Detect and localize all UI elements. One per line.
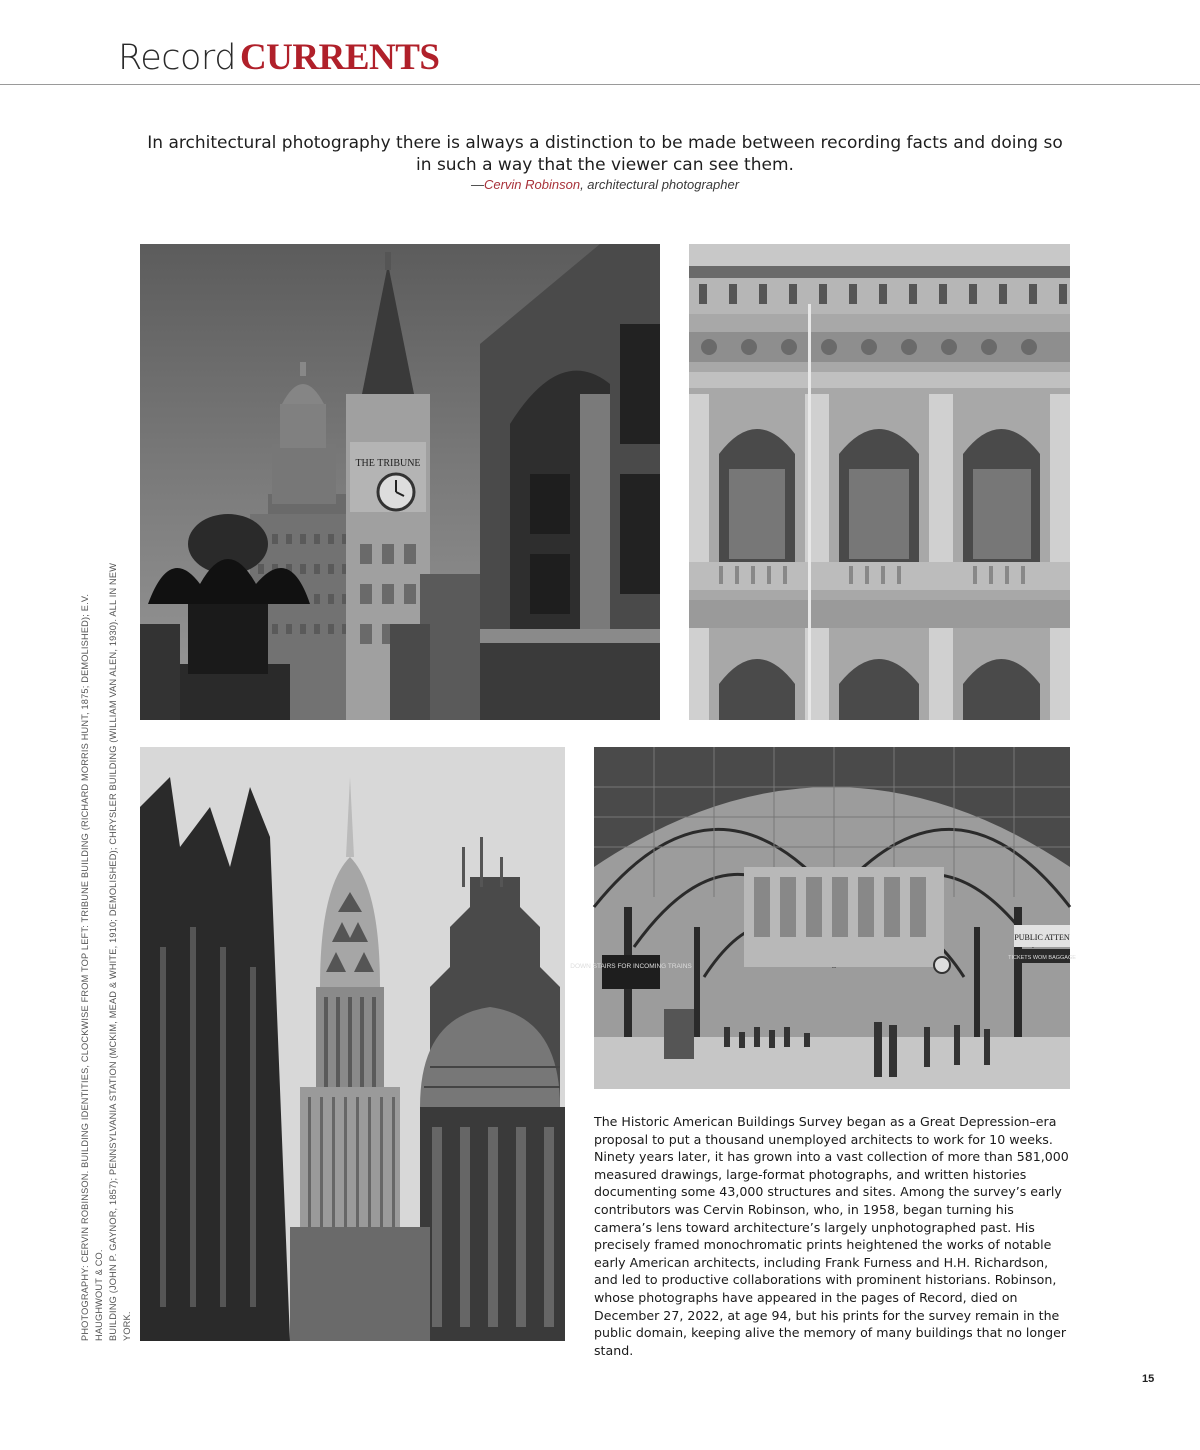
body-paragraph: The Historic American Buildings Survey began as a Great Depression–era proposal to put a thousand unemployed architects to work for 10 weeks. Ninety years later, it has grown into a vast collection of more than 581,000 measured drawings, large-format photographs, and written histories documenting some 43,000 structures and sites. Among the survey’s early contributors was Cervin Robinson, who, in 1958, began turning his camera’s lens toward architecture’s largely unphotographed past. His precisely framed monochromatic prints heightened the works of notable early American architects, including Frank Furness and H.H. Richardson, and led to productive collaborations with prominent historians. Robinson, whose photographs have appeared in the pages of Record, died on December 27, 2022, at age 94, but his prints for the survey remain in the public domain, keeping alive the memory of many buildings that no longer stand.	[594, 1114, 1069, 1358]
photo-credit	[78, 541, 134, 1341]
photo-tribune-building	[140, 244, 660, 720]
tribune-sign: THE TRIBUNE	[355, 458, 421, 469]
pull-quote: In architectural photography there is always a distinction to be made between recording facts and doing so in such a way that the viewer can see them.	[147, 133, 1063, 175]
tickets-sign: TICKETS WOM BAGGAGE	[1008, 955, 1076, 961]
incoming-trains-sign: DOWN STAIRS FOR INCOMING TRAINS	[570, 963, 692, 970]
header-rule	[0, 84, 1200, 85]
masthead	[118, 36, 439, 84]
photo-pennsylvania-station	[570, 747, 1076, 1089]
masthead-currents: CURRENTS	[239, 37, 440, 78]
photo-credit-line-1: PHOTOGRAPHY: CERVIN ROBINSON. BUILDING IDENTITIES, CLOCKWISE FROM TOP LEFT: TRIBUNE BUILDING (RICHARD MORRIS HUNT, 1875; DEMOLISHED); E.V. HAUGHWOUT & CO.	[80, 593, 104, 1341]
attribution-author: Cervin Robinson	[483, 177, 581, 192]
masthead-record: Record	[118, 38, 236, 78]
page-number: 15	[1142, 1373, 1155, 1385]
public-sign: PUBLIC ATTEN	[1014, 933, 1070, 942]
photo-haughwout-building	[689, 244, 1070, 720]
attribution-role: , architectural photographer	[580, 177, 740, 192]
photo-credit-line-2: BUILDING (JOHN P. GAYNOR, 1857); PENNSYLVANIA STATION (MCKIM, MEAD & WHITE, 1910; DEMOLISHED); CHRYSLER BUILDING (WILLIAM VAN ALEN, 1930). ALL IN NEW YORK.	[108, 562, 132, 1341]
quote-attribution	[140, 177, 1070, 192]
attribution-dash: —	[470, 177, 484, 192]
photo-chrysler-building	[140, 747, 565, 1341]
